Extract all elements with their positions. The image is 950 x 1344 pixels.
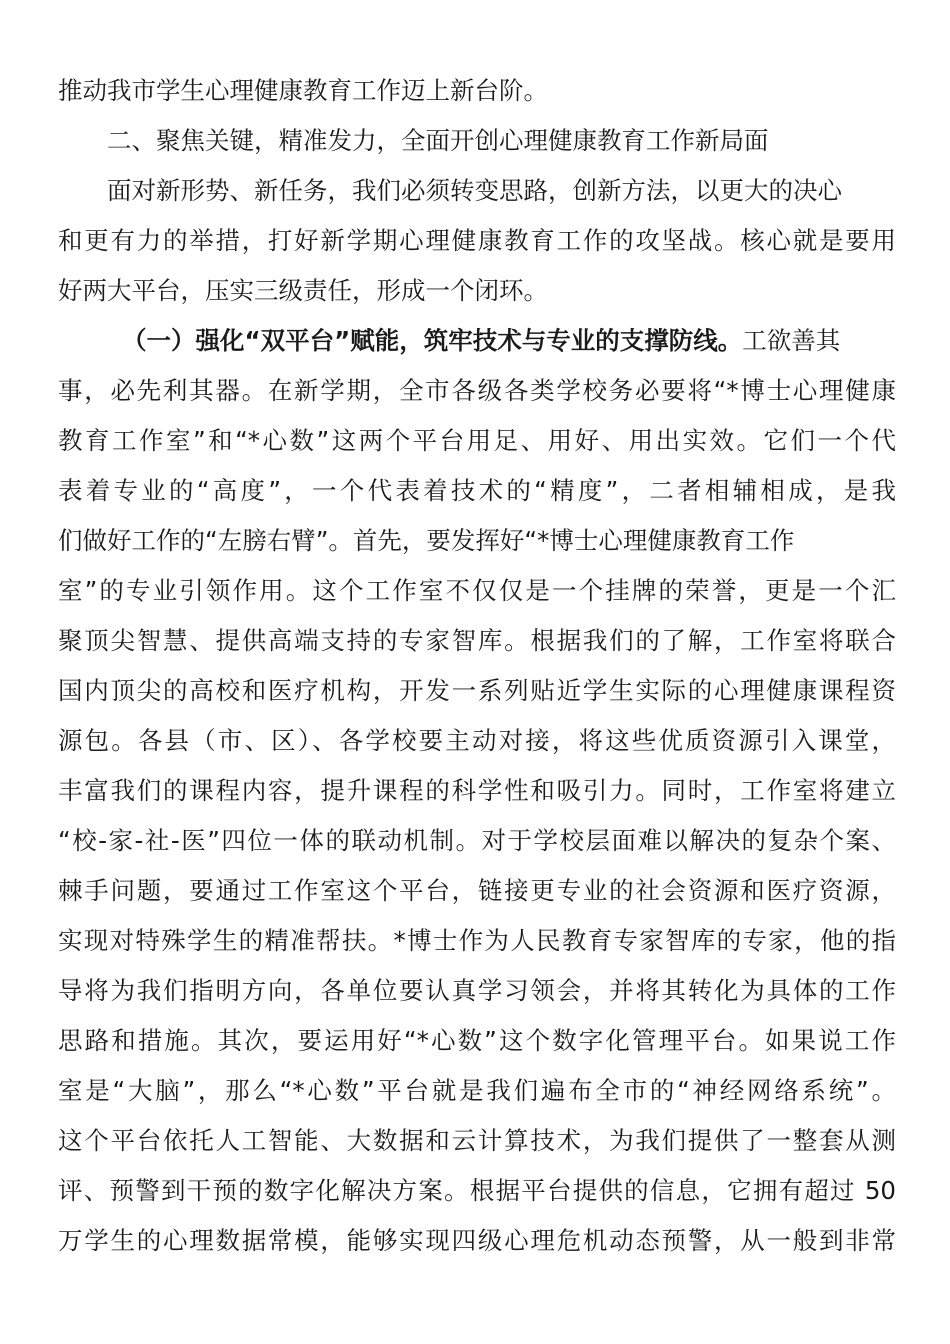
paragraph-line: 国内顶尖的高校和医疗机构，开发一系列贴近学生实际的心理健康课程资: [58, 676, 896, 705]
section-heading: 二、聚焦关键，精准发力，全面开创心理健康教育工作新局面: [107, 126, 769, 155]
paragraph-line: 万学生的心理数据常模，能够实现四级心理危机动态预警，从一般到非常: [58, 1226, 896, 1255]
paragraph-text: 工欲善其: [742, 326, 841, 355]
paragraph-line: “校-家-社-医”四位一体的联动机制。对于学校层面难以解决的复杂个案、: [58, 826, 896, 855]
paragraph-line: 推动我市学生心理健康教育工作迈上新台阶。: [58, 76, 548, 105]
paragraph-line: 室是“大脑”，那么“*心数”平台就是我们遍布全市的“神经网络系统”。: [58, 1076, 896, 1105]
paragraph-line: 丰富我们的课程内容，提升课程的科学性和吸引力。同时，工作室将建立: [58, 776, 896, 805]
paragraph-line: 思路和措施。其次，要运用好“*心数”这个数字化管理平台。如果说工作: [58, 1026, 896, 1055]
subheading-line: [58, 316, 896, 366]
paragraph-line: 事，必先利其器。在新学期，全市各级各类学校务必要将“*博士心理健康: [58, 376, 896, 405]
paragraph-line: 们做好工作的“左膀右臂”。首先，要发挥好“*博士心理健康教育工作: [58, 526, 795, 555]
paragraph-line: 面对新形势、新任务，我们必须转变思路，创新方法，以更大的决心: [107, 176, 842, 205]
paragraph-line: 好两大平台，压实三级责任，形成一个闭环。: [58, 276, 548, 305]
paragraph-line: 导将为我们指明方向，各单位要认真学习领会，并将其转化为具体的工作: [58, 976, 896, 1005]
paragraph-line: 聚顶尖智慧、提供高端支持的专家智库。根据我们的了解，工作室将联合: [58, 626, 896, 655]
document-page: [58, 66, 896, 1266]
paragraph-line: 和更有力的举措，打好新学期心理健康教育工作的攻坚战。核心就是要用: [58, 226, 896, 255]
paragraph-line: 棘手问题，要通过工作室这个平台，链接更专业的社会资源和医疗资源，: [58, 876, 896, 905]
paragraph-line: 室”的专业引领作用。这个工作室不仅仅是一个挂牌的荣誉，更是一个汇: [58, 576, 896, 605]
subheading-bold: （一）强化“双平台”赋能，筑牢技术与专业的支撑防线。: [122, 326, 743, 355]
paragraph-line: 源包。各县（市、区）、各学校要主动对接，将这些优质资源引入课堂，: [58, 726, 896, 755]
paragraph-line: 评、预警到干预的数字化解决方案。根据平台提供的信息，它拥有超过 50: [58, 1176, 896, 1205]
paragraph-line: 表着专业的“高度”，一个代表着技术的“精度”，二者相辅相成，是我: [58, 476, 896, 505]
paragraph-line: 实现对特殊学生的精准帮扶。*博士作为人民教育专家智库的专家，他的指: [58, 926, 896, 955]
paragraph-line: 这个平台依托人工智能、大数据和云计算技术，为我们提供了一整套从测: [58, 1126, 896, 1155]
paragraph-line: 教育工作室”和“*心数”这两个平台用足、用好、用出实效。它们一个代: [58, 426, 896, 455]
